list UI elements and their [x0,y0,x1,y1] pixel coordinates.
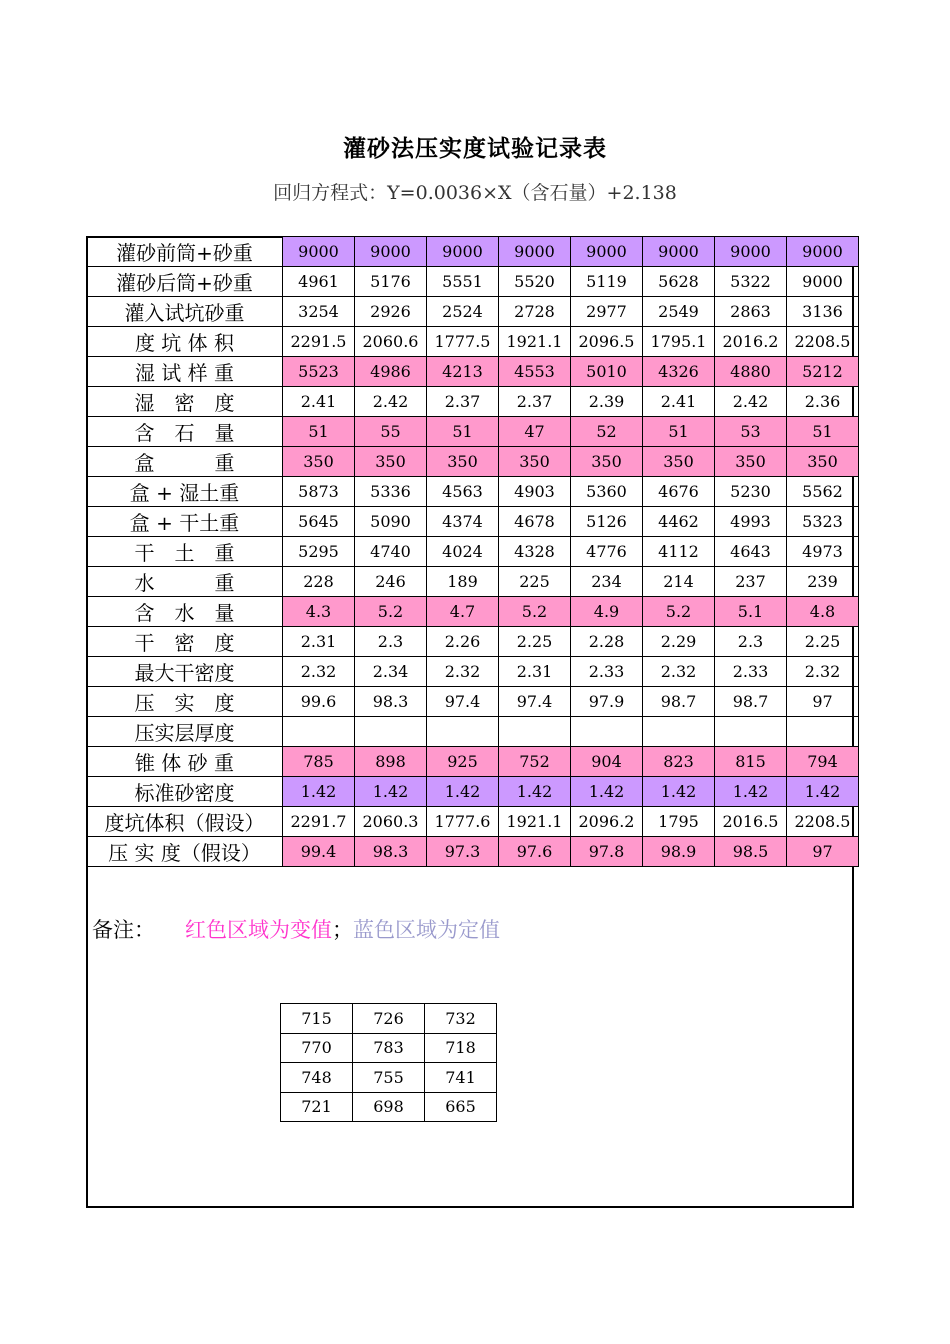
value-cell: 1921.1 [499,807,571,837]
value-cell: 9000 [499,237,571,267]
table-row [87,657,859,687]
value-cell: 9000 [283,237,355,267]
value-cell: 2291.7 [283,807,355,837]
value-cell: 98.3 [355,837,427,867]
row-label: 盒 + 干土重 [87,507,283,537]
table-row [87,297,859,327]
table-row [87,507,859,537]
value-cell: 2.42 [355,387,427,417]
table-row [87,687,859,717]
row-label: 含 水 量 [87,597,283,627]
value-cell: 748 [281,1063,353,1093]
value-cell: 4.9 [571,597,643,627]
value-cell: 1795 [643,807,715,837]
value-cell: 350 [715,447,787,477]
value-cell: 214 [643,567,715,597]
row-label: 湿 试 样 重 [87,357,283,387]
value-cell: 4.7 [427,597,499,627]
value-cell: 1.42 [283,777,355,807]
value-cell: 4740 [355,537,427,567]
value-cell: 755 [353,1063,425,1093]
value-cell: 698 [353,1092,425,1122]
value-cell: 2016.2 [715,327,787,357]
value-cell: 98.9 [643,837,715,867]
value-cell: 237 [715,567,787,597]
value-cell: 5295 [283,537,355,567]
value-cell: 9000 [787,237,859,267]
value-cell: 5.1 [715,597,787,627]
row-label: 度坑体积（假设） [87,807,283,837]
value-cell: 5.2 [643,597,715,627]
value-cell: 52 [571,417,643,447]
value-cell: 2.41 [643,387,715,417]
value-cell: 55 [355,417,427,447]
table-row [87,237,859,267]
value-cell: 2926 [355,297,427,327]
value-cell [715,717,787,747]
value-cell: 2.31 [499,657,571,687]
value-cell: 350 [571,447,643,477]
value-cell: 97 [787,687,859,717]
table-row [281,1063,497,1093]
value-cell: 2.41 [283,387,355,417]
row-label: 压 实 度（假设） [87,837,283,867]
value-cell: 99.6 [283,687,355,717]
value-cell: 2524 [427,297,499,327]
value-cell: 2728 [499,297,571,327]
value-cell: 2.32 [643,657,715,687]
value-cell: 97.4 [427,687,499,717]
table-row [87,717,859,747]
value-cell: 9000 [715,237,787,267]
value-cell: 2.3 [715,627,787,657]
value-cell: 2.26 [427,627,499,657]
table-row [87,777,859,807]
value-cell: 665 [425,1092,497,1122]
value-cell: 5010 [571,357,643,387]
value-cell: 2.33 [571,657,643,687]
value-cell: 2.31 [283,627,355,657]
value-cell: 898 [355,747,427,777]
value-cell: 2549 [643,297,715,327]
value-cell: 783 [353,1033,425,1063]
value-cell: 823 [643,747,715,777]
value-cell: 239 [787,567,859,597]
value-cell: 5119 [571,267,643,297]
value-cell: 97.3 [427,837,499,867]
value-cell: 2.39 [571,387,643,417]
value-cell: 51 [427,417,499,447]
table-row [87,837,859,867]
row-label: 最大干密度 [87,657,283,687]
value-cell: 1.42 [787,777,859,807]
value-cell: 3254 [283,297,355,327]
value-cell: 98.7 [715,687,787,717]
value-cell: 53 [715,417,787,447]
value-cell: 5562 [787,477,859,507]
value-cell: 97.8 [571,837,643,867]
value-cell: 246 [355,567,427,597]
value-cell: 2208.5 [787,807,859,837]
value-cell: 5.2 [499,597,571,627]
table-row [87,597,859,627]
value-cell: 770 [281,1033,353,1063]
value-cell: 4.8 [787,597,859,627]
table-row [87,357,859,387]
value-cell: 4676 [643,477,715,507]
value-cell: 350 [283,447,355,477]
value-cell: 5126 [571,507,643,537]
value-cell: 4553 [499,357,571,387]
value-cell: 2.32 [283,657,355,687]
auxiliary-table [280,1003,497,1122]
value-cell [571,717,643,747]
value-cell: 718 [425,1033,497,1063]
value-cell: 225 [499,567,571,597]
note [92,914,500,944]
row-label: 盒 + 湿土重 [87,477,283,507]
value-cell: 97.9 [571,687,643,717]
value-cell: 9000 [787,267,859,297]
value-cell: 4462 [643,507,715,537]
value-cell: 2291.5 [283,327,355,357]
value-cell: 4961 [283,267,355,297]
row-label: 压实层厚度 [87,717,283,747]
value-cell: 5230 [715,477,787,507]
value-cell: 4986 [355,357,427,387]
value-cell: 9000 [355,237,427,267]
value-cell: 4776 [571,537,643,567]
row-label: 灌入试坑砂重 [87,297,283,327]
regression-formula: 回归方程式：Y=0.0036×X（含石量）+2.138 [273,182,677,204]
value-cell: 51 [643,417,715,447]
value-cell: 4213 [427,357,499,387]
value-cell: 2.32 [787,657,859,687]
value-cell: 2863 [715,297,787,327]
value-cell: 350 [499,447,571,477]
value-cell: 726 [353,1004,425,1034]
value-cell: 9000 [427,237,499,267]
value-cell: 4993 [715,507,787,537]
row-label: 水 重 [87,567,283,597]
value-cell: 97 [787,837,859,867]
value-cell: 794 [787,747,859,777]
value-cell: 5645 [283,507,355,537]
value-cell: 2.37 [427,387,499,417]
value-cell: 228 [283,567,355,597]
row-label: 干 土 重 [87,537,283,567]
value-cell: 234 [571,567,643,597]
value-cell: 5322 [715,267,787,297]
value-cell: 3136 [787,297,859,327]
value-cell: 2096.5 [571,327,643,357]
value-cell: 1777.5 [427,327,499,357]
row-label: 湿 密 度 [87,387,283,417]
value-cell: 1777.6 [427,807,499,837]
value-cell: 4643 [715,537,787,567]
row-label: 锥 体 砂 重 [87,747,283,777]
value-cell: 5336 [355,477,427,507]
table-row [87,807,859,837]
value-cell: 4973 [787,537,859,567]
row-label: 标准砂密度 [87,777,283,807]
table-row [281,1004,497,1034]
value-cell: 1.42 [715,777,787,807]
value-cell: 2.25 [787,627,859,657]
value-cell [787,717,859,747]
value-cell: 5212 [787,357,859,387]
value-cell: 785 [283,747,355,777]
note-prefix: 备注： [92,918,155,942]
value-cell: 1.42 [355,777,427,807]
value-cell: 1.42 [427,777,499,807]
value-cell: 51 [283,417,355,447]
value-cell: 51 [787,417,859,447]
value-cell: 4328 [499,537,571,567]
value-cell: 4903 [499,477,571,507]
value-cell: 2.33 [715,657,787,687]
value-cell: 2.37 [499,387,571,417]
value-cell: 1795.1 [643,327,715,357]
value-cell: 2060.6 [355,327,427,357]
page-title: 灌砂法压实度试验记录表 [343,136,607,162]
value-cell: 904 [571,747,643,777]
value-cell: 5628 [643,267,715,297]
value-cell: 189 [427,567,499,597]
value-cell: 2.29 [643,627,715,657]
value-cell: 2.36 [787,387,859,417]
value-cell: 2016.5 [715,807,787,837]
value-cell: 5323 [787,507,859,537]
value-cell: 5551 [427,267,499,297]
value-cell: 1.42 [643,777,715,807]
row-label: 含 石 量 [87,417,283,447]
value-cell [355,717,427,747]
value-cell: 715 [281,1004,353,1034]
value-cell: 815 [715,747,787,777]
table-row [87,387,859,417]
value-cell: 2096.2 [571,807,643,837]
table-row [87,567,859,597]
value-cell: 350 [427,447,499,477]
note-variable-text: 红色区域为变值 [185,918,332,942]
row-label: 度 坑 体 积 [87,327,283,357]
value-cell: 98.7 [643,687,715,717]
value-cell: 98.5 [715,837,787,867]
value-cell: 98.3 [355,687,427,717]
table-row [87,627,859,657]
value-cell: 4326 [643,357,715,387]
value-cell: 5873 [283,477,355,507]
value-cell: 1.42 [571,777,643,807]
value-cell: 1921.1 [499,327,571,357]
value-cell: 2.25 [499,627,571,657]
row-label: 干 密 度 [87,627,283,657]
note-separator: ； [332,918,353,942]
value-cell: 741 [425,1063,497,1093]
value-cell: 350 [787,447,859,477]
table-row [281,1033,497,1063]
row-label: 灌砂前筒+砂重 [87,237,283,267]
value-cell: 97.6 [499,837,571,867]
row-label: 盒 重 [87,447,283,477]
value-cell: 1.42 [499,777,571,807]
value-cell: 4.3 [283,597,355,627]
value-cell: 2208.5 [787,327,859,357]
value-cell: 2.34 [355,657,427,687]
value-cell: 5.2 [355,597,427,627]
table-row [87,537,859,567]
table-row [87,267,859,297]
table-row [87,447,859,477]
value-cell: 4563 [427,477,499,507]
table-row [87,477,859,507]
value-cell: 4112 [643,537,715,567]
value-cell: 2.32 [427,657,499,687]
value-cell: 350 [643,447,715,477]
row-label: 压 实 度 [87,687,283,717]
value-cell: 47 [499,417,571,447]
value-cell: 721 [281,1092,353,1122]
value-cell [283,717,355,747]
value-cell: 2977 [571,297,643,327]
table-row [87,747,859,777]
table-row [281,1092,497,1122]
value-cell [427,717,499,747]
value-cell: 2060.3 [355,807,427,837]
value-cell: 97.4 [499,687,571,717]
value-cell: 9000 [571,237,643,267]
value-cell [499,717,571,747]
test-record-table [86,236,859,867]
value-cell: 4374 [427,507,499,537]
value-cell: 5176 [355,267,427,297]
value-cell: 5520 [499,267,571,297]
value-cell: 5090 [355,507,427,537]
value-cell: 5360 [571,477,643,507]
value-cell [643,717,715,747]
value-cell: 9000 [643,237,715,267]
value-cell: 4880 [715,357,787,387]
row-label: 灌砂后筒+砂重 [87,267,283,297]
note-fixed-text: 蓝色区域为定值 [353,918,500,942]
value-cell: 752 [499,747,571,777]
value-cell: 4678 [499,507,571,537]
value-cell: 2.28 [571,627,643,657]
value-cell: 4024 [427,537,499,567]
value-cell: 2.42 [715,387,787,417]
table-row [87,327,859,357]
value-cell: 99.4 [283,837,355,867]
value-cell: 5523 [283,357,355,387]
value-cell: 2.3 [355,627,427,657]
table-row [87,417,859,447]
value-cell: 350 [355,447,427,477]
value-cell: 925 [427,747,499,777]
value-cell: 732 [425,1004,497,1034]
